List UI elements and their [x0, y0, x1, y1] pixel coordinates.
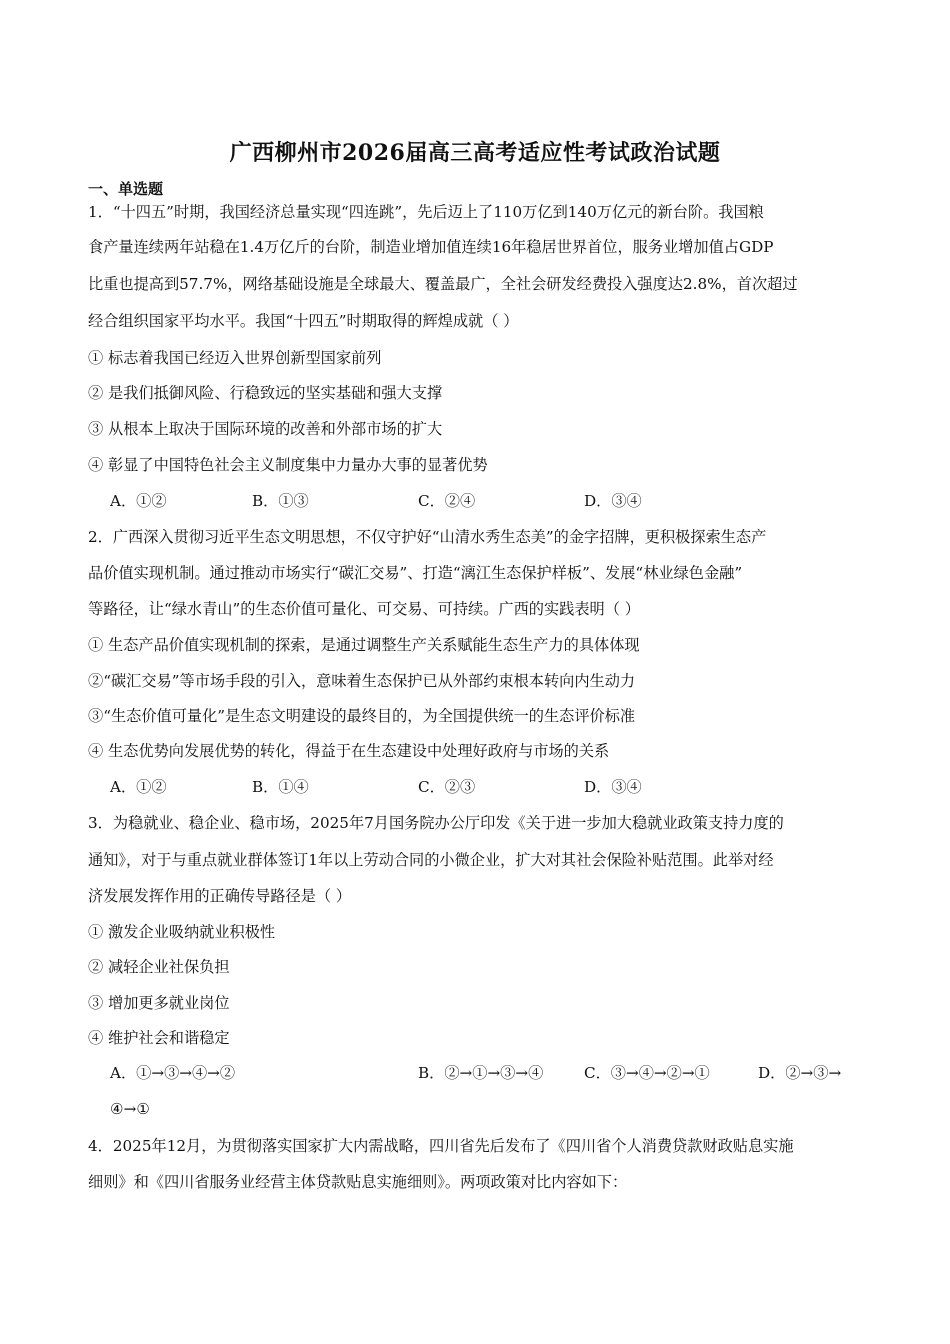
- q1-item-2: ② 是我们抵御风险、行稳致远的坚实基础和强大支撑: [88, 384, 443, 402]
- q3-stem-line-2: 通知》，对于与重点就业群体签订1年以上劳动合同的小微企业，扩大对其社会保险补贴范围。此举对经: [88, 851, 774, 869]
- section-heading: 一、单选题: [88, 180, 164, 198]
- q1-option-c[interactable]: C．②④: [418, 492, 476, 510]
- q1-option-d[interactable]: D．③④: [584, 492, 642, 510]
- q2-item-4: ④ 生态优势向发展优势的转化，得益于在生态建设中处理好政府与市场的关系: [88, 742, 610, 760]
- q1-stem-line-1: 1．“十四五”时期，我国经济总量实现“四连跳”，先后迈上了110万亿到140万亿元的新台阶。我国粮: [88, 203, 764, 221]
- q4-stem-line-2: 细则》和《四川省服务业经营主体贷款贴息实施细则》。两项政策对比内容如下：: [88, 1173, 628, 1191]
- q1-stem-line-4: 经合组织国家平均水平。我国“十四五”时期取得的辉煌成就（ ）: [88, 312, 519, 330]
- q2-stem-line-1: 2．广西深入贯彻习近平生态文明思想，不仅守护好“山清水秀生态美”的金字招牌，更积极探索生态产: [88, 528, 767, 546]
- q2-option-b[interactable]: B．①④: [252, 778, 309, 796]
- q3-item-3: ③ 增加更多就业岗位: [88, 994, 230, 1012]
- q3-item-4: ④ 维护社会和谐稳定: [88, 1029, 230, 1047]
- q3-option-a[interactable]: A．①→③→④→②: [110, 1064, 236, 1082]
- q3-item-1: ① 激发企业吸纳就业积极性: [88, 923, 276, 941]
- q3-option-c[interactable]: C．③→④→②→①: [584, 1064, 710, 1082]
- q1-option-a[interactable]: A．①②: [110, 492, 167, 510]
- q2-item-1: ① 生态产品价值实现机制的探索，是通过调整生产关系赋能生态生产力的具体体现: [88, 636, 640, 654]
- q3-option-d-continued: ④→①: [110, 1100, 150, 1118]
- q3-stem-line-1: 3．为稳就业、稳企业、稳市场，2025年7月国务院办公厅印发《关于进一步加大稳就业政策支持力度的: [88, 814, 784, 832]
- q3-option-d[interactable]: D．②→③→: [758, 1064, 842, 1082]
- q1-option-b[interactable]: B．①③: [252, 492, 309, 510]
- q3-stem-line-3: 济发展发挥作用的正确传导路径是（ ）: [88, 887, 352, 905]
- q1-stem-line-2: 食产量连续两年站稳在1.4万亿斤的台阶，制造业增加值连续16年稳居世界首位，服务业增加值占GDP: [88, 238, 774, 256]
- q2-stem-line-3: 等路径，让“绿水青山”的生态价值可量化、可交易、可持续。广西的实践表明（ ）: [88, 600, 640, 618]
- q1-item-4: ④ 彰显了中国特色社会主义制度集中力量办大事的显著优势: [88, 456, 488, 474]
- page-title: 广西柳州市2026届高三高考适应性考试政治试题: [229, 140, 721, 166]
- q4-stem-line-1: 4．2025年12月，为贯彻落实国家扩大内需战略，四川省先后发布了《四川省个人消费贷款财政贴息实施: [88, 1137, 794, 1155]
- q2-option-d[interactable]: D．③④: [584, 778, 642, 796]
- q1-stem-line-3: 比重也提高到57.7%，网络基础设施是全球最大、覆盖最广，全社会研发经费投入强度达2.8%，首次超过: [88, 275, 798, 293]
- q3-option-b[interactable]: B．②→①→③→④: [418, 1064, 544, 1082]
- q2-item-3: ③“生态价值可量化”是生态文明建设的最终目的，为全国提供统一的生态评价标准: [88, 707, 636, 725]
- q3-item-2: ② 减轻企业社保负担: [88, 958, 230, 976]
- q2-option-c[interactable]: C．②③: [418, 778, 476, 796]
- q1-item-1: ① 标志着我国已经迈入世界创新型国家前列: [88, 349, 382, 367]
- q2-option-a[interactable]: A．①②: [110, 778, 167, 796]
- q1-item-3: ③ 从根本上取决于国际环境的改善和外部市场的扩大: [88, 420, 443, 438]
- q2-item-2: ②“碳汇交易”等市场手段的引入，意味着生态保护已从外部约束根本转向内生动力: [88, 672, 636, 690]
- q2-stem-line-2: 品价值实现机制。通过推动市场实行“碳汇交易”、打造“漓江生态保护样板”、发展“林业绿色金融”: [88, 564, 743, 582]
